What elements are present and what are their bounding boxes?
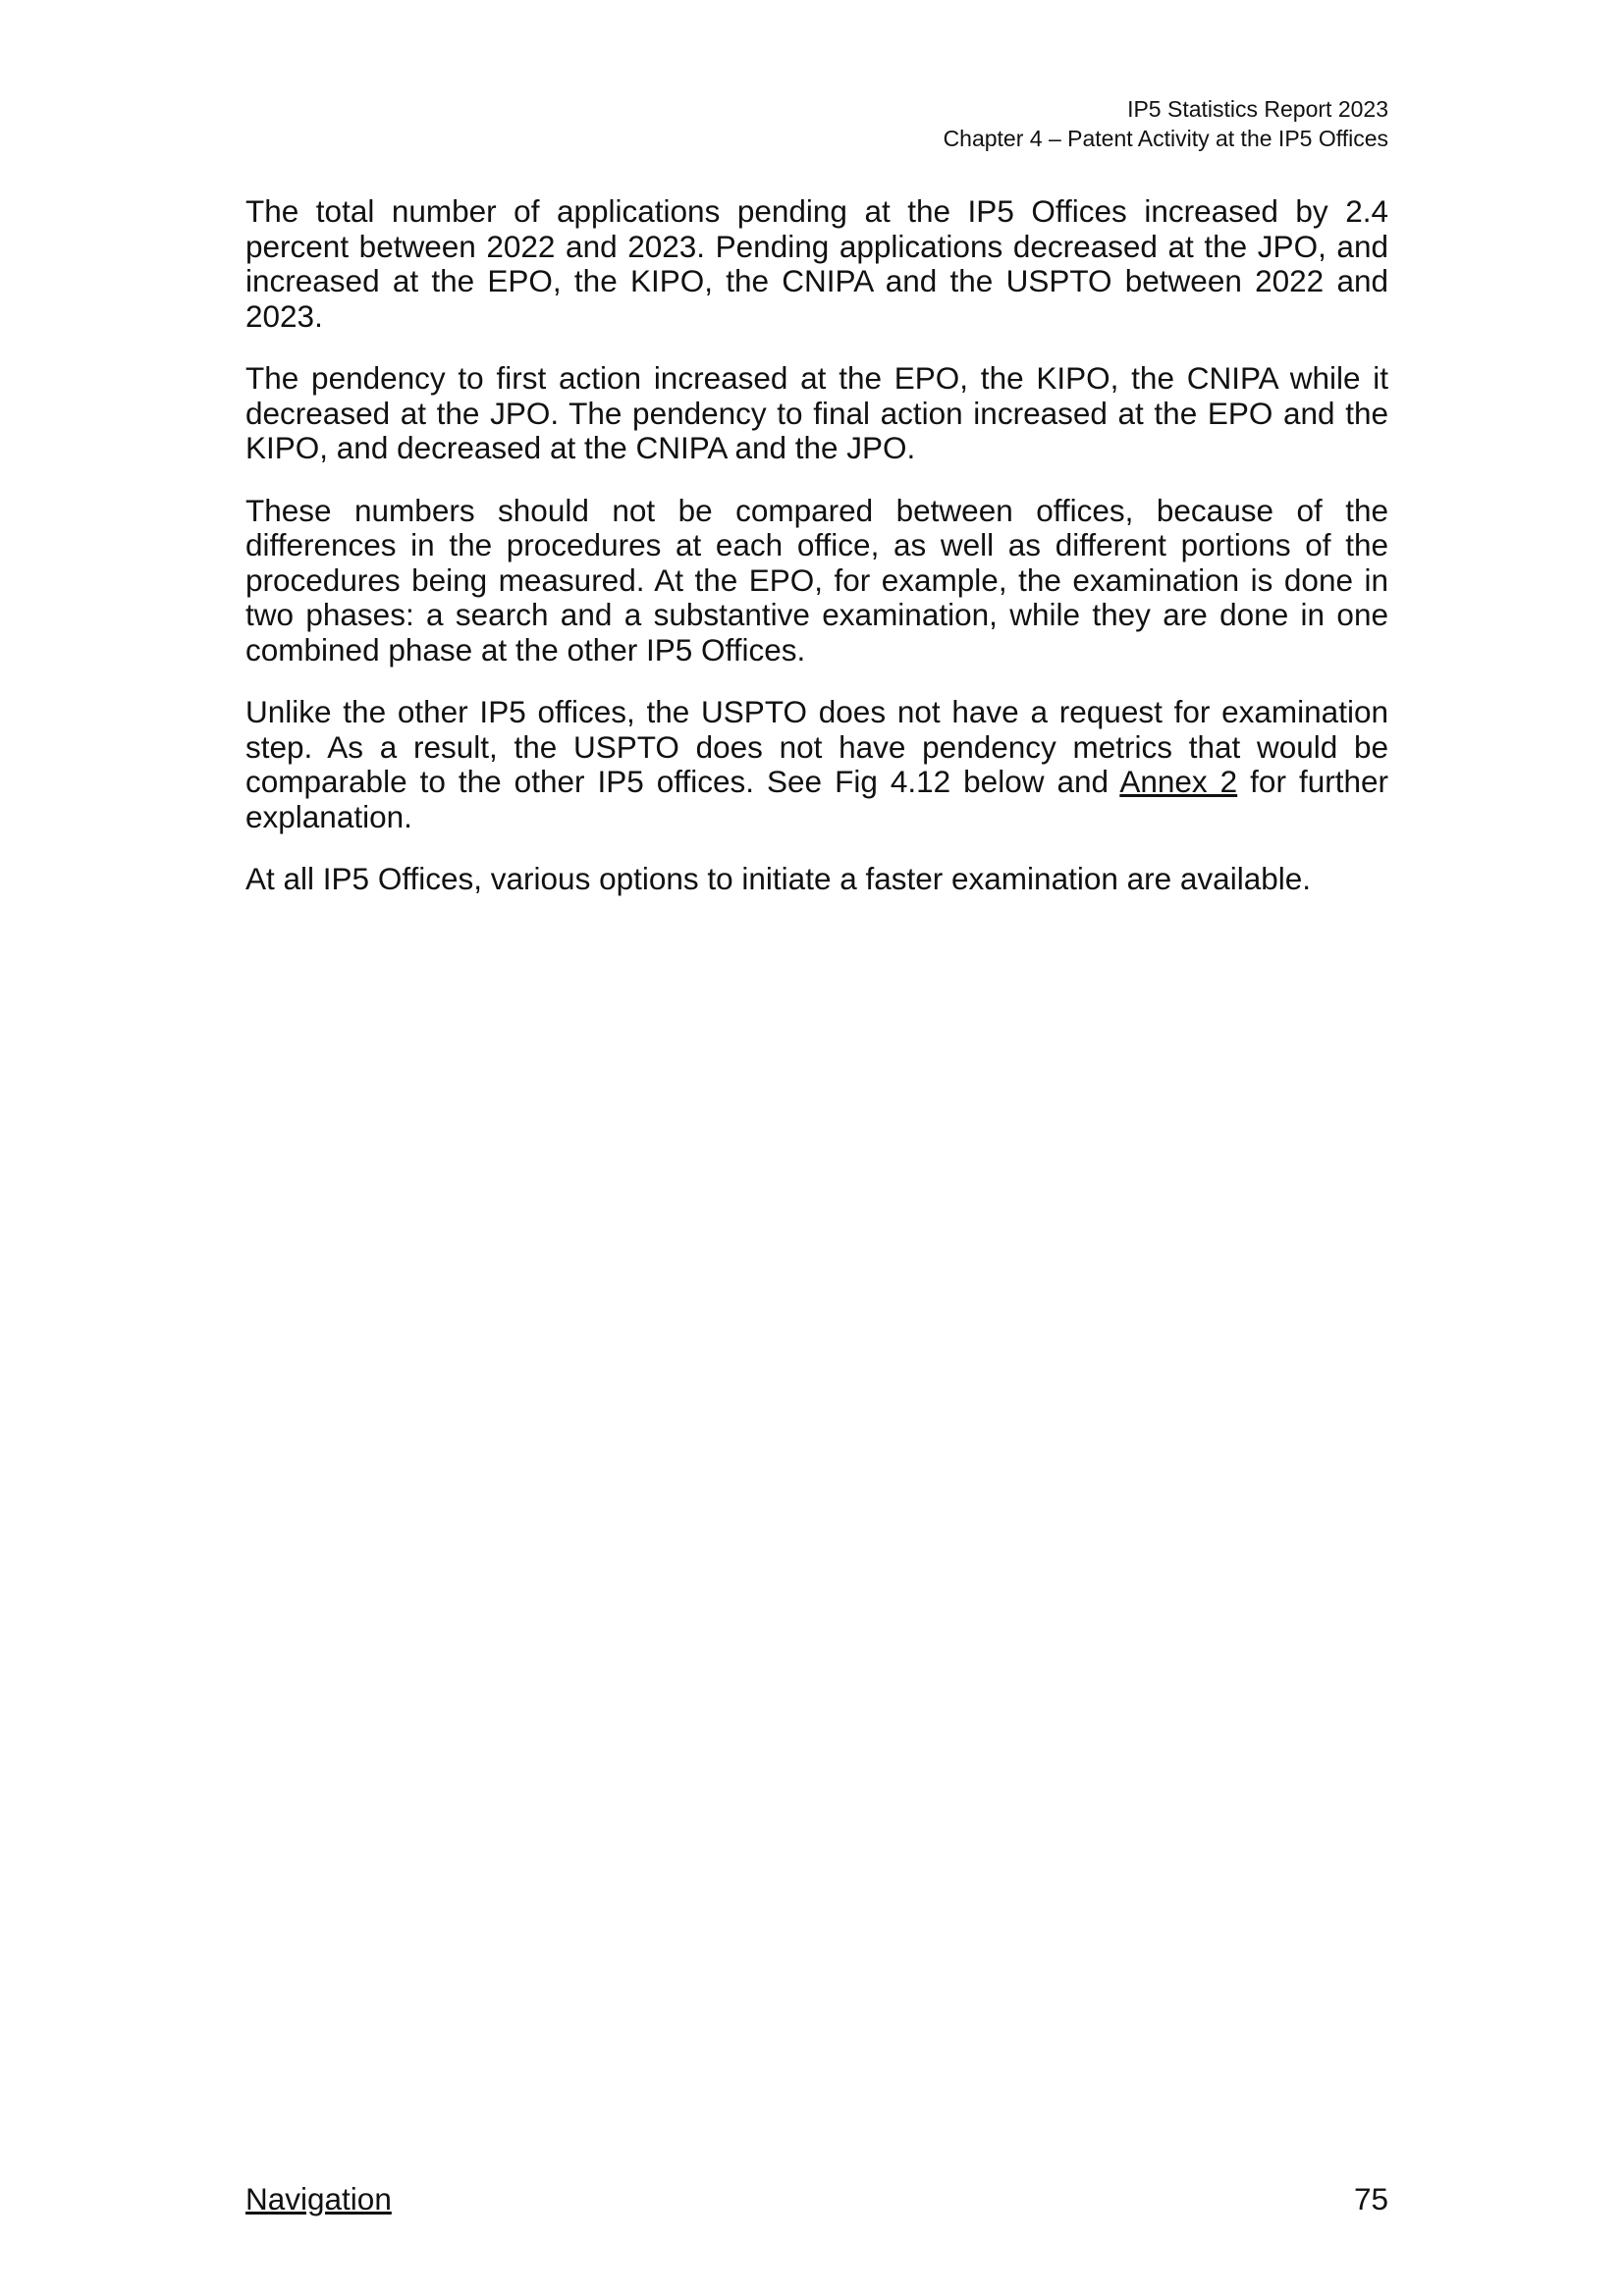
paragraph-faster-examination: At all IP5 Offices, various options to initiate a faster examination are available. xyxy=(245,861,1311,896)
paragraph-comparison-caveat: These numbers should not be compared between offices, because of the differences in the procedures at each office, as well as different portions of the procedures being measured. At the EPO, for example, the examination is done in two phases: a search and a substantive examination, while they are done in one combined phase at the other IP5 Offices. xyxy=(245,492,1388,667)
uspto-note-text-end: for further explanation. xyxy=(245,764,1388,834)
navigation-link[interactable]: Navigation xyxy=(245,2181,392,2216)
paragraph-pending-applications: The total number of applications pending at the IP5 Offices increased by 2.4 percent between 2022 and 2023. Pending applications decreased at the JPO, and increased at the EPO, the KIPO, the CNIPA and the USPTO between 2022 and 2023. xyxy=(245,193,1388,334)
paragraph-uspto-note xyxy=(245,695,1388,834)
annex-2-link[interactable]: Annex 2 xyxy=(1119,764,1238,799)
uspto-note-text-start: Unlike the other IP5 offices, the USPTO does not have a request for examination step. As a result, the USPTO does not have pendency metrics that would be comparable to the other IP5 offices. See Fig 4.12 below and xyxy=(245,694,1388,799)
report-title: IP5 Statistics Report 2023 xyxy=(1127,96,1388,122)
page-number: 75 xyxy=(1353,2181,1388,2216)
chapter-title: Chapter 4 – Patent Activity at the IP5 Offices xyxy=(943,126,1388,151)
paragraph-pendency: The pendency to first action increased at the EPO, the KIPO, the CNIPA while it decreased at the JPO. The pendency to final action increased at the EPO and the KIPO, and decreased at the CNIPA and the JPO. xyxy=(245,360,1388,465)
body-text xyxy=(245,194,1388,925)
page-footer xyxy=(245,2179,1388,2218)
running-header xyxy=(944,94,1388,153)
